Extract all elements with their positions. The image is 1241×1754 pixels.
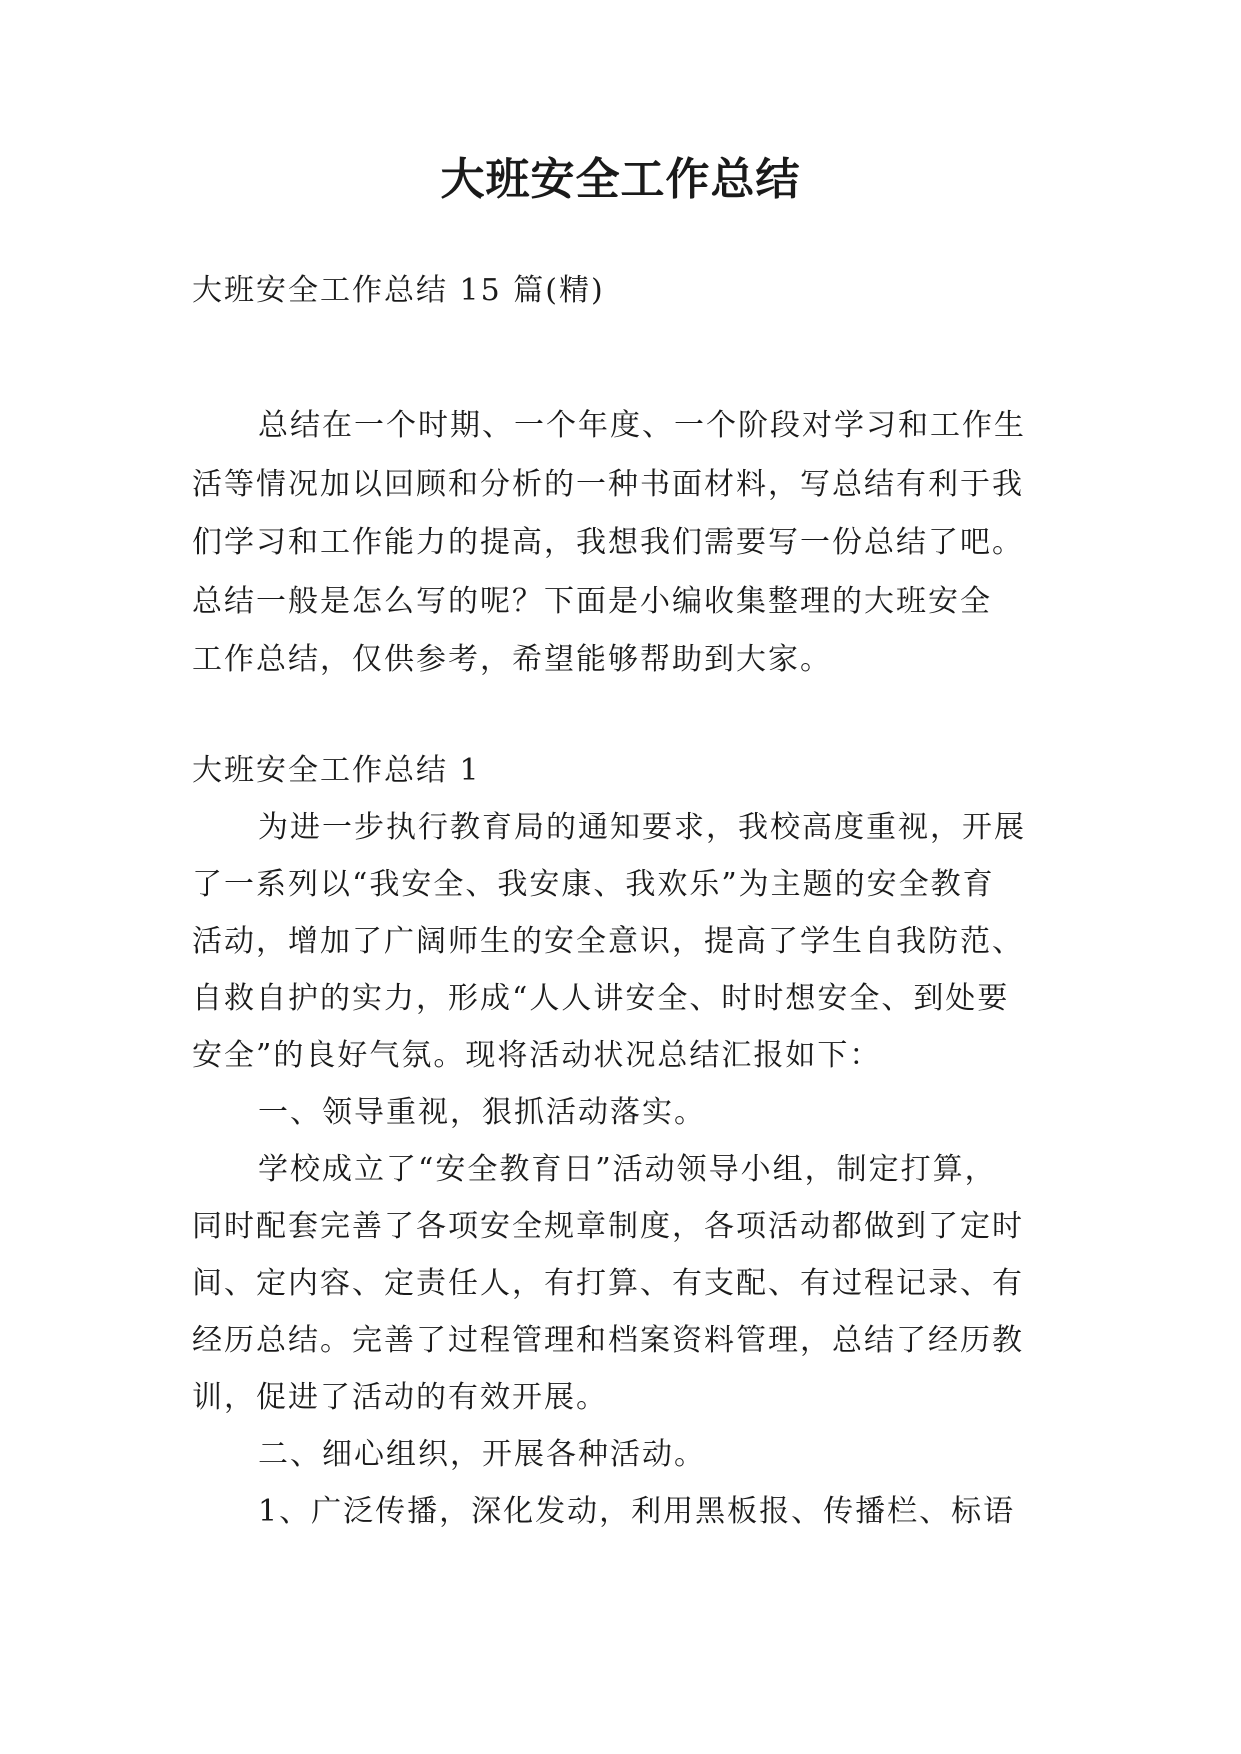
point-heading-1: 一、领导重视，狠抓活动落实。 bbox=[258, 1094, 706, 1130]
point-heading-2: 二、细心组织，开展各种活动。 bbox=[258, 1436, 706, 1472]
intro-line: 总结在一个时期、一个年度、一个阶段对学习和工作生 bbox=[258, 408, 1026, 443]
section-paragraph-2 bbox=[192, 1141, 1062, 1426]
paragraph-line: 自救自护的实力，形成“人人讲安全、时时想安全、到处要 bbox=[192, 980, 1010, 1016]
intro-line: 活等情况加以回顾和分析的一种书面材料，写总结有利于我 bbox=[192, 466, 1024, 502]
list-item-1: 1、广泛传播，深化发动，利用黑板报、传播栏、标语 bbox=[258, 1493, 1016, 1529]
document-body bbox=[192, 262, 1062, 1540]
paragraph-line: 为进一步执行教育局的通知要求，我校高度重视，开展 bbox=[258, 809, 1026, 845]
intro-line: 工作总结，仅供参考，希望能够帮助到大家。 bbox=[192, 642, 832, 677]
intro-paragraph bbox=[192, 397, 1062, 690]
intro-line: 们学习和工作能力的提高，我想我们需要写一份总结了吧。 bbox=[192, 525, 1024, 560]
section-heading: 大班安全工作总结 1 bbox=[192, 752, 481, 788]
intro-line: 总结一般是怎么写的呢？下面是小编收集整理的大班安全 bbox=[192, 583, 992, 619]
paragraph-line: 训，促进了活动的有效开展。 bbox=[192, 1379, 608, 1415]
paragraph-line: 同时配套完善了各项安全规章制度，各项活动都做到了定时 bbox=[192, 1208, 1024, 1244]
paragraph-line: 活动，增加了广阔师生的安全意识，提高了学生自我防范、 bbox=[192, 923, 1024, 959]
paragraph-line: 经历总结。完善了过程管理和档案资料管理，总结了经历教 bbox=[192, 1322, 1024, 1358]
paragraph-line: 学校成立了“安全教育日”活动领导小组，制定打算， bbox=[258, 1151, 997, 1187]
document-subtitle: 大班安全工作总结 15 篇(精) bbox=[192, 273, 605, 308]
paragraph-line: 间、定内容、定责任人，有打算、有支配、有过程记录、有 bbox=[192, 1265, 1024, 1301]
section-paragraph-1 bbox=[192, 799, 1062, 1084]
paragraph-line: 了一系列以“我安全、我安康、我欢乐”为主题的安全教育 bbox=[192, 866, 995, 902]
paragraph-line: 安全”的良好气氛。现将活动状况总结汇报如下： bbox=[192, 1037, 882, 1073]
document-title: 大班安全工作总结 bbox=[440, 154, 801, 205]
